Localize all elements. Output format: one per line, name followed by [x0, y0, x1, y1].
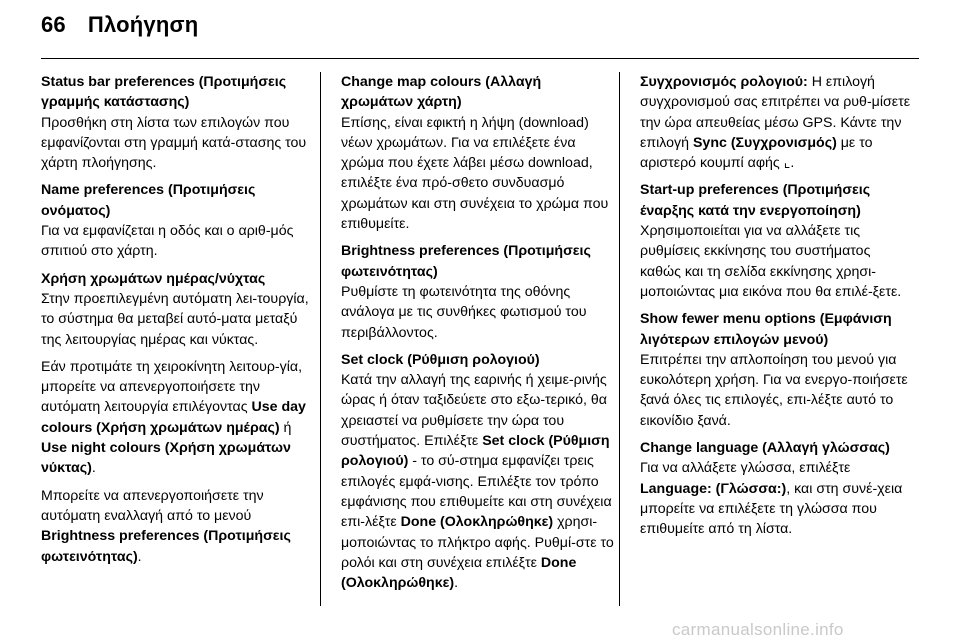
section-body: Ρυθμίστε τη φωτεινότητα της οθόνης ανάλογα με τις συνθήκες φωτισμού του περιβάλλοντος. [341, 283, 587, 341]
menu-option-done: Done (Ολοκληρώθηκε) [400, 514, 554, 531]
menu-option-language: Language: (Γλώσσα:) [640, 480, 787, 497]
paragraph-manual-mode [41, 357, 315, 479]
column-divider [619, 72, 620, 606]
header-rule [41, 58, 919, 59]
menu-option-use-day-colours: Use day colours (Χρήση χρωμάτων ημέρας) [41, 399, 306, 436]
body-text: χρησι-μοποιώντας το πλήκτρο αφής. Ρυθμί-στε το ρολόι και στη συνέχεια επιλέξτε [341, 514, 614, 571]
paragraph-clock-sync [640, 72, 914, 173]
page-title: Πλοήγηση [87, 12, 199, 37]
page-number: 66 [41, 12, 66, 37]
section-day-night-colours [41, 269, 315, 350]
menu-option-brightness-preferences: Brightness preferences (Προτιμήσεις φωτεινότητας) [41, 528, 291, 565]
menu-option-set-clock: Set clock (Ρύθμιση ρολογιού) [341, 433, 610, 470]
section-change-map-colours [341, 72, 615, 234]
section-body: Επιτρέπει την απλοποίηση του μενού για ευκολότερη χρήση. Για να ενεργο-ποιήσετε ξανά όλες τις επιλογές, επι-λέξτε αυτό το εικονίδιο ξανά. [640, 351, 908, 429]
body-text: Εάν προτιμάτε τη χειροκίνητη λειτουρ-γία, μπορείτε να απενεργοποιήσετε την αυτόματη λειτουργία επιλέγοντας [41, 358, 303, 416]
body-text: Για να αλλάξετε γλώσσα, επιλέξτε [640, 460, 851, 477]
section-heading: Change map colours (Αλλαγή χρωμάτων χάρτη) [341, 74, 542, 111]
page-header [41, 12, 198, 38]
column-divider [320, 72, 321, 606]
section-name-preferences [41, 180, 315, 261]
column-right [640, 72, 914, 547]
section-heading: Set clock (Ρύθμιση ρολογιού) [341, 351, 540, 368]
section-heading: Show fewer menu options (Εμφάνιση λιγότερων επιλογών μενού) [640, 311, 892, 348]
body-text: . [454, 575, 459, 592]
option-clock-sync: Συγχρονισμός ρολογιού: [640, 74, 808, 90]
menu-option-done: Done (Ολοκληρώθηκε) [341, 554, 577, 592]
section-change-language [640, 438, 914, 539]
body-text: ή [279, 419, 292, 436]
body-text: με το αριστερό κουμπί αφής [640, 134, 873, 172]
body-text: . [137, 548, 142, 565]
section-heading: Χρήση χρωμάτων ημέρας/νύχτας [41, 270, 266, 287]
section-brightness-preferences [341, 241, 615, 342]
section-body: Επίσης, είναι εφικτή η λήψη (download) νέων χρωμάτων. Για να επιλέξετε ένα χρώμα που έχετε λάβει μέσω download, επιλέξτε ένα πρό-σθετο συνδυασμό χρωμάτων και στη συνέχεια το χρώμα που επιθυμείτε. [341, 114, 609, 233]
body-text: Μπορείτε να απενεργοποιήσετε την αυτόματη εναλλαγή από το μενού [41, 487, 264, 524]
column-middle [341, 72, 615, 600]
softkey-left-icon: ⌞ [783, 155, 791, 172]
section-heading: Status bar preferences (Προτιμήσεις γραμμής κατάστασης) [41, 74, 287, 111]
watermark: carmanualsonline.info [672, 620, 844, 639]
section-heading: Change language (Αλλαγή γλώσσας) [640, 440, 890, 457]
section-set-clock [341, 350, 615, 594]
section-body: Στην προεπιλεγμένη αυτόματη λει-τουργία, το σύστημα θα μεταβεί αυτό-ματα μεταξύ της λειτουργίας ημέρας και νύκτας. [41, 290, 309, 348]
section-body: Χρησιμοποιείται για να αλλάξετε τις ρυθμίσεις εκκίνησης του συστήματος καθώς και τη σελίδα εκκίνησης χρησι-μοποιώντας μια εικόνα που θα επιλέ-ξετε. [640, 223, 902, 300]
section-show-fewer-menu-options [640, 309, 914, 431]
menu-option-sync: Sync (Συγχρονισμός) [692, 134, 837, 151]
section-start-up-preferences [640, 180, 914, 302]
body-text: Κατά την αλλαγή της εαρινής ή χειμε-ρινής ώρας ή όταν ταξιδεύετε στο εξω-τερικό, θα χρειαστεί να ρυθμίσετε την ώρα του συστήματος. Επιλέξτε [341, 372, 607, 450]
paragraph-disable-auto [41, 486, 315, 567]
section-heading: Name preferences (Προτιμήσεις ονόματος) [41, 182, 256, 219]
body-text: - το σύ-στημα εμφανίζει τρεις επιλογές εμφά-νισης. Επιλέξτε τον τρόπο εμφάνισης που επιθυμείτε και στη συνέχεια επι-λέξτε [341, 453, 612, 531]
section-heading: Start-up preferences (Προτιμήσεις έναρξης κατά την ενεργοποίηση) [640, 182, 871, 219]
section-body: Προσθήκη στη λίστα των επιλογών που εμφανίζονται στη γραμμή κατά-στασης του χάρτη πλοήγησης. [41, 114, 307, 172]
section-body: Για να εμφανίζεται η οδός και ο αριθ-μός σπιτιού στο χάρτη. [41, 223, 294, 260]
body-text: . [91, 460, 96, 477]
section-heading: Brightness preferences (Προτιμήσεις φωτεινότητας) [341, 243, 591, 280]
body-text: Η επιλογή συγχρονισμού σας επιτρέπει να ρυθ-μίσετε την ώρα απευθείας μέσω GPS. Κάντε την επιλογή [640, 74, 911, 151]
column-left [41, 72, 315, 574]
body-text: . [790, 155, 795, 172]
menu-option-use-night-colours: Use night colours (Χρήση χρωμάτων νύκτας) [41, 440, 291, 477]
section-status-bar-preferences [41, 72, 315, 173]
body-text: , και στη συνέ-χεια μπορείτε να επιλέξετε τη γλώσσα που επιθυμείτε από τη λίστα. [640, 480, 903, 538]
